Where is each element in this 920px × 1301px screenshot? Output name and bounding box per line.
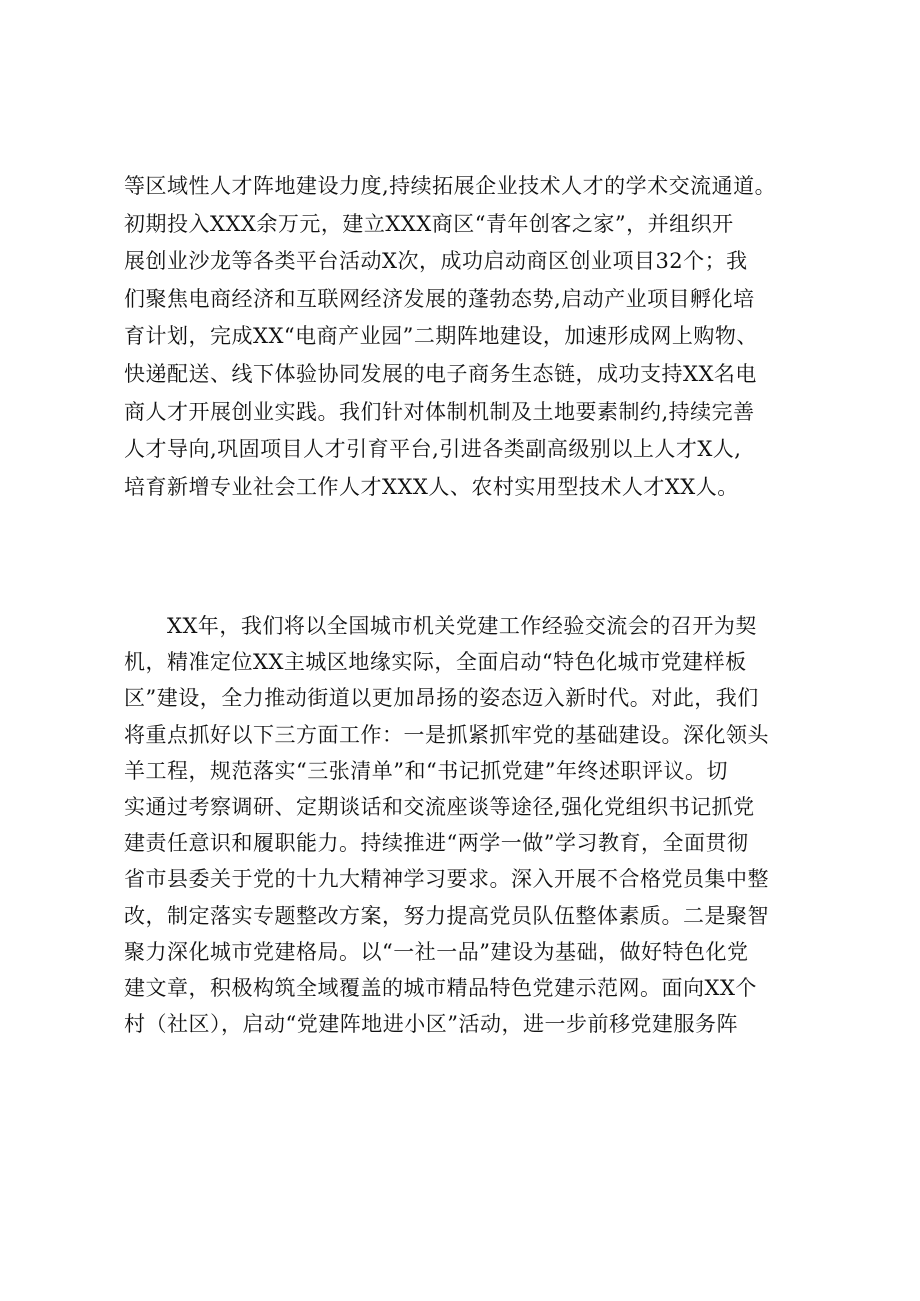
text-line: 机，精准定位XX主城区地缘实际，全面启动“特色化城市党建样板 xyxy=(124,650,747,675)
text-line: XX年，我们将以全国城市机关党建工作经验交流会的召开为契 xyxy=(124,614,757,638)
text-line: 等区域性人才阵地建设力度,持续拓展企业技术人才的学术交流通道。 xyxy=(124,174,777,198)
paragraph-talent-development xyxy=(124,168,804,506)
text-line: 村（社区），启动“党建阵地进小区”活动，进一步前移党建服务阵 xyxy=(124,1012,738,1037)
text-line: 展创业沙龙等各类平台活动X次，成功启动商区创业项目32个；我 xyxy=(124,249,748,274)
text-line: 羊工程，规范落实“三张清单”和“书记抓党建”年终述职评议。切 xyxy=(124,758,728,783)
text-line: 区”建设，全力推动街道以更加昂扬的姿态迈入新时代。对此，我们 xyxy=(124,686,759,711)
text-line: 实通过考察调研、定期谈话和交流座谈等途径,强化党组织书记抓党 xyxy=(124,794,755,819)
text-line: 初期投入XXX余万元，建立XXX商区“青年创客之家”，并组织开 xyxy=(124,211,734,236)
text-line: 省市县委关于党的十九大精神学习要求。深入开展不合格党员集中整 xyxy=(124,867,769,892)
text-line: 人才导向,巩固项目人才引育平台,引进各类副高级别以上人才X人, xyxy=(124,437,742,462)
text-line: 改，制定落实专题整改方案，努力提高党员队伍整体素质。二是聚智 xyxy=(124,903,769,928)
paragraph-party-building-plan xyxy=(124,608,804,1042)
text-line: 将重点抓好以下三方面工作：一是抓紧抓牢党的基础建设。深化领头 xyxy=(124,722,769,747)
text-line: 建责任意识和履职能力。持续推进“两学一做”学习教育，全面贯彻 xyxy=(124,831,749,856)
text-line: 建文章，积极构筑全域覆盖的城市精品特色党建示范网。面向XX个 xyxy=(124,975,757,1000)
text-line: 们聚焦电商经济和互联网经济发展的蓬勃态势,启动产业项目孵化培 xyxy=(124,286,755,311)
text-line: 培育新增专业社会工作人才XXX人、农村实用型技术人才XX人。 xyxy=(124,474,739,499)
text-line: 聚力深化城市党建格局。以“一社一品”建设为基础，做好特色化党 xyxy=(124,939,749,964)
text-line: 商人才开展创业实践。我们针对体制机制及土地要素制约,持续完善 xyxy=(124,399,755,424)
text-line: 育计划，完成XX“电商产业园”二期阵地建设，加速形成网上购物、 xyxy=(124,324,758,349)
text-line: 快递配送、线下体验协同发展的电子商务生态链，成功支持XX名电 xyxy=(124,361,757,386)
